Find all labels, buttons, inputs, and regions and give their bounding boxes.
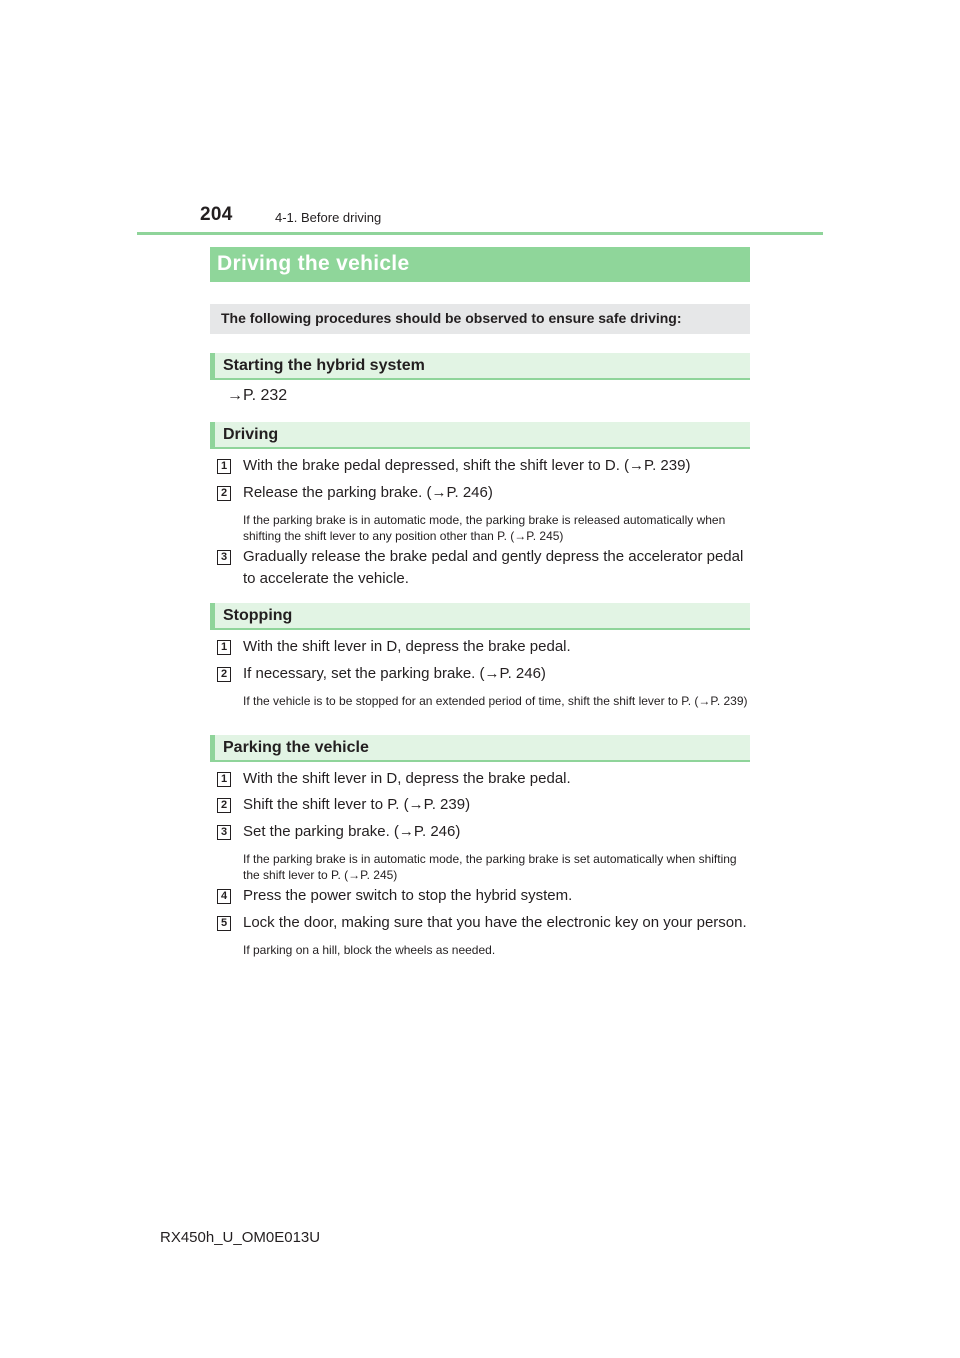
subheading-starting (210, 353, 750, 380)
step-text: Set the parking brake. (→P. 246) (243, 823, 461, 840)
step-note: If the vehicle is to be stopped for an extended period of time, shift the shift lever to P. (→P. 239) (243, 694, 748, 708)
step-number: 3 (217, 825, 231, 840)
step-number: 2 (217, 486, 231, 501)
step-text: Shift the shift lever to P. (→P. 239) (243, 796, 471, 813)
subheading-driving (210, 422, 750, 449)
section-label: 4-1. Before driving (275, 210, 382, 225)
subheading-parking (210, 735, 750, 762)
step-text: If necessary, set the parking brake. (→P. 246) (243, 665, 546, 682)
step-number: 4 (217, 889, 231, 904)
step-number: 2 (217, 798, 231, 813)
step-text: With the shift lever in D, depress the brake pedal. (243, 638, 571, 655)
step-text: With the shift lever in D, depress the brake pedal. (243, 770, 571, 787)
subheading-label: Starting the hybrid system (223, 357, 425, 374)
step-text: Press the power switch to stop the hybrid system. (243, 887, 573, 904)
step-note: If parking on a hill, block the wheels as needed. (243, 943, 496, 957)
intro-box (210, 304, 750, 334)
step-note: If the parking brake is in automatic mode, the parking brake is set automatically when shifting the shift lever to P. (→P. 245) (243, 852, 737, 882)
page-title: Driving the vehicle (217, 252, 410, 275)
step-text: With the brake pedal depressed, shift the shift lever to D. (→P. 239) (243, 457, 691, 474)
step-text: Release the parking brake. (→P. 246) (243, 484, 493, 501)
step-text: Gradually release the brake pedal and gently depress the accelerator pedal to accelerate the vehicle. (243, 548, 744, 587)
step-number: 2 (217, 667, 231, 682)
subheading-label: Driving (223, 426, 279, 443)
intro-text: The following procedures should be observed to ensure safe driving: (221, 310, 682, 326)
page-reference: →P. 232 (227, 387, 288, 404)
step-note: If the parking brake is in automatic mode, the parking brake is released automatically when shifting the shift lever to any position other than P. (→P. 245) (243, 513, 726, 543)
subheading-label: Stopping (223, 607, 293, 624)
step-number: 1 (217, 459, 231, 474)
subheading-label: Parking the vehicle (223, 739, 369, 756)
header-rule (137, 232, 823, 235)
step-text: Lock the door, making sure that you have the electronic key on your person. (243, 914, 747, 931)
page-number: 204 (200, 204, 233, 225)
step-number: 1 (217, 640, 231, 655)
manual-code: RX450h_U_OM0E013U (160, 1229, 321, 1246)
step-number: 5 (217, 916, 231, 931)
step-number: 1 (217, 772, 231, 787)
title-bar (210, 247, 750, 282)
step-number: 3 (217, 550, 231, 565)
subheading-stopping (210, 603, 750, 630)
